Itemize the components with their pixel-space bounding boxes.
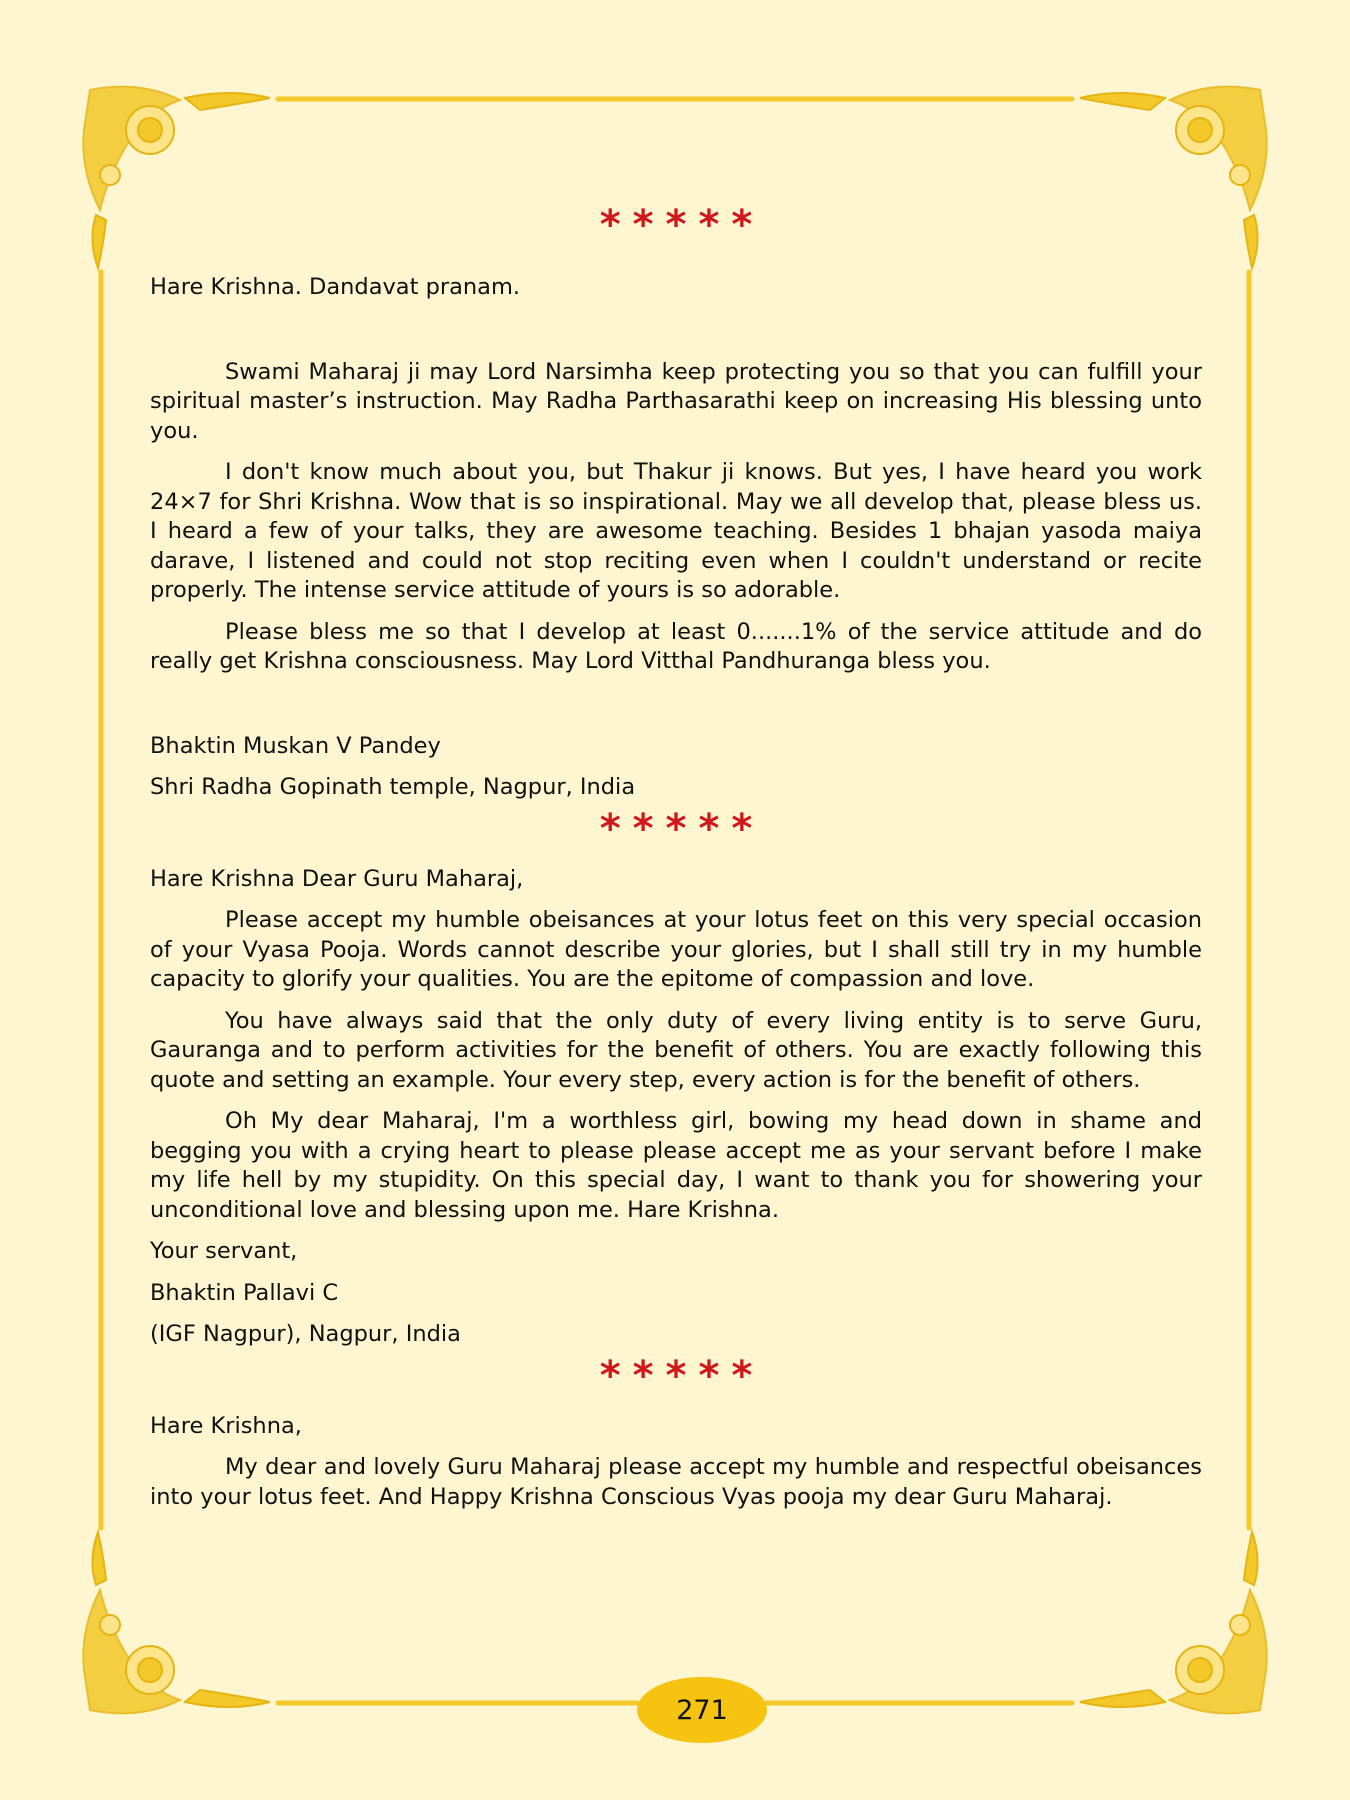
page-content	[150, 202, 1202, 1512]
letter-paragraph: My dear and lovely Guru Maharaj please accept my humble and respectful obeisances into your lotus feet. And Happy Krishna Conscious Vyas pooja my dear Guru Maharaj.	[150, 1454, 1202, 1510]
letter-paragraph: Oh My dear Maharaj, I'm a worthless girl, bowing my head down in shame and begging you with a crying heart to please please accept me as your servant before I make my life hell by my stupidity. On this special day, I want to thank you for showering your unconditional love and blessing upon me. Hare Krishna.	[150, 1108, 1202, 1223]
section-divider-stars: *****	[599, 202, 765, 248]
letter-1	[150, 273, 1202, 803]
page-number: 271	[637, 1677, 767, 1743]
letter-paragraph: Please accept my humble obeisances at your lotus feet on this very special occasion of your Vyasa Pooja. Words cannot describe your glories, but I shall still try in my humble capacity to glorify your qualities. You are the epitome of compassion and love.	[150, 907, 1202, 992]
signature-closing: Your servant,	[150, 1238, 298, 1264]
signature-location: (IGF Nagpur), Nagpur, India	[150, 1321, 461, 1347]
letter-paragraph: You have always said that the only duty of every living entity is to serve Guru, Gauranga and to perform activities for the benefit of others. You are exactly following this quote and setting an example. Your every step, every action is for the benefit of others.	[150, 1007, 1202, 1093]
letter-greeting: Hare Krishna. Dandavat pranam.	[150, 274, 521, 300]
section-divider-stars: *****	[599, 805, 765, 852]
letter-greeting: Hare Krishna Dear Guru Maharaj,	[150, 865, 524, 892]
letter-paragraph: Swami Maharaj ji may Lord Narsimha keep protecting you so that you can fulfill your spiritual master’s instruction. May Radha Parthasarathi keep on increasing His blessing unto you.	[150, 358, 1202, 444]
letter-greeting: Hare Krishna,	[150, 1412, 302, 1439]
signature-location: Shri Radha Gopinath temple, Nagpur, India	[150, 774, 636, 800]
letter-3	[150, 1412, 1202, 1513]
signature-name: Bhaktin Muskan V Pandey	[150, 732, 441, 759]
corner-ornament-bottom-left	[83, 1532, 270, 1713]
section-divider-stars: *****	[599, 1352, 765, 1399]
corner-ornament-bottom-right	[1080, 1532, 1267, 1713]
letter-paragraph: Please bless me so that I develop at least 0.......1% of the service attitude and do really get Krishna consciousness. May Lord Vitthal Pandhuranga bless you.	[150, 618, 1202, 674]
signature-name: Bhaktin Pallavi C	[150, 1279, 339, 1306]
letter-paragraph: I don't know much about you, but Thakur ji knows. But yes, I have heard you work 24×7 for Shri Krishna. Wow that is so inspirational. May we all develop that, please bless us. I heard a few of your talks, they are awesome teaching. Besides 1 bhajan yasoda maiya darave, I listened and could not stop reciting even when I couldn't understand or recite properly. The intense service attitude of yours is so adorable.	[150, 459, 1202, 603]
letter-2	[150, 865, 1202, 1350]
